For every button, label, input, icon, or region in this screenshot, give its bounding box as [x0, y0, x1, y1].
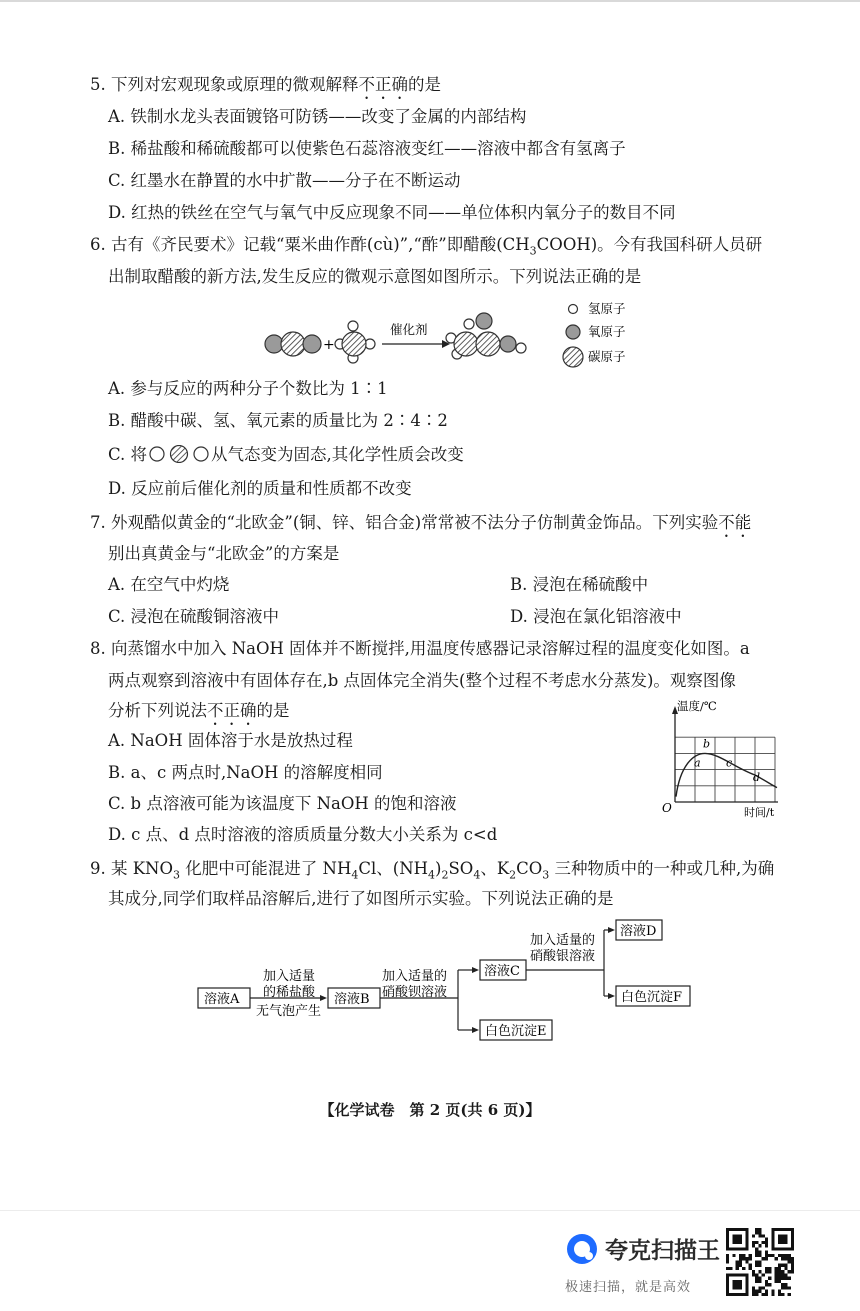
label-solution-d: 溶液D — [620, 924, 657, 939]
q9-text-5: SO — [448, 859, 474, 878]
point-label-c: c — [726, 756, 733, 770]
q9-stem-line1 — [90, 858, 774, 886]
legend-hydrogen: 氢原子 — [588, 301, 626, 316]
arrow-a-to-b-head — [320, 995, 327, 1001]
q6-stem-part1: 6. 古有《齐民要术》记载“粟米曲作酢(cù)”,“酢”即醋酸(CH — [90, 235, 530, 254]
q9-text-7: CO — [516, 859, 543, 878]
step1-label-line2: 的稀盐酸 — [263, 985, 316, 1000]
q7-option-a: A. 在空气中灼烧 — [108, 575, 230, 594]
q9-sub-3: 4 — [428, 868, 436, 882]
q5-option-c: C. 红墨水在静置的水中扩散——分子在不断运动 — [108, 171, 461, 190]
q5-stem — [90, 74, 441, 103]
arrow-to-f-head — [608, 993, 615, 999]
acetic-acid-molecule-icon — [446, 313, 526, 359]
step1-label-line1: 加入适量 — [263, 969, 316, 984]
co2-molecule-icon — [265, 332, 321, 356]
oxygen-atom-icon — [566, 325, 580, 339]
q5-stem-part2: 的是 — [408, 75, 441, 94]
q6-option-c-part2: 从气态变为固态,其化学性质会改变 — [211, 445, 464, 464]
label-solution-c: 溶液C — [484, 964, 520, 979]
q9-sub-6: 2 — [509, 868, 517, 882]
q7-stem-line1 — [90, 512, 751, 541]
watermark-separator — [0, 1210, 860, 1211]
q9-text-8: 三种物质中的一种或几种,为确 — [549, 859, 775, 878]
q7-option-b: B. 浸泡在稀硫酸中 — [510, 575, 649, 594]
y-axis-label: 温度/℃ — [677, 699, 717, 713]
arrow-to-c-head — [472, 967, 479, 973]
q9-sub-4: 2 — [441, 868, 449, 882]
q8-stem-line3 — [108, 700, 290, 729]
q8-stem-emphasis: 不正确 — [207, 701, 257, 720]
qr-code-icon — [726, 1228, 794, 1296]
quark-logo-icon — [565, 1232, 599, 1266]
step3-label-line1: 加入适量的 — [530, 933, 596, 948]
arrow-to-d-head — [608, 927, 615, 933]
q6-option-c — [108, 444, 464, 466]
label-solution-b: 溶液B — [334, 992, 370, 1007]
q5-option-b: B. 稀盐酸和稀硫酸都可以使紫色石蕊溶液变红——溶液中都含有氢离子 — [108, 139, 626, 158]
q5-option-d: D. 红热的铁丝在空气与氧气中反应现象不同——单位体积内氧分子的数目不同 — [108, 203, 676, 222]
q9-sub-5: 4 — [473, 868, 481, 882]
point-label-a: a — [694, 756, 701, 770]
q7-option-d: D. 浸泡在氯化铝溶液中 — [510, 607, 682, 626]
q6-stem-part2: COOH)。今有我国科研人员研 — [536, 235, 763, 254]
q5-stem-emphasis: 不正确 — [358, 75, 408, 94]
q7-option-c: C. 浸泡在硫酸铜溶液中 — [108, 607, 280, 626]
point-label-b: b — [703, 737, 711, 751]
page-footer: 【化学试卷 第 2 页(共 6 页)】 — [319, 1101, 541, 1119]
q6-legend — [563, 301, 626, 367]
q7-stem-part1: 7. 外观酷似黄金的“北欧金”(铜、锌、铝合金)常常被不法分子仿制黄金饰品。下列实验 — [90, 513, 719, 532]
q8-option-a: A. NaOH 固体溶于水是放热过程 — [108, 731, 353, 750]
q9-text-6: 、K — [480, 859, 510, 878]
plus-sign: + — [323, 337, 335, 353]
q6-stem-line1 — [90, 234, 762, 262]
q8-stem-line2: 两点观察到溶液中有固体存在,b 点固体完全消失(整个过程不考虑水分蒸发)。观察图像 — [108, 671, 736, 690]
hydrogen-atom-icon — [569, 305, 578, 314]
step1-label-bottom: 无气泡产生 — [256, 1004, 322, 1019]
origin-label: O — [662, 801, 672, 815]
q9-sub-1: 3 — [173, 868, 181, 882]
top-edge-line — [0, 0, 860, 2]
q6-option-b: B. 醋酸中碳、氢、氧元素的质量比为 2∶4∶2 — [108, 411, 448, 430]
q9-text-3: Cl、(NH — [358, 859, 429, 878]
arrow-to-e-head — [472, 1027, 479, 1033]
step2-label-line1: 加入适量的 — [382, 969, 448, 984]
q8-option-d: D. c 点、d 点时溶液的溶质质量分数大小关系为 c<d — [108, 825, 498, 844]
q9-sub-7: 3 — [542, 868, 550, 882]
point-label-d: d — [753, 771, 761, 784]
q7-stem-emphasis: 不能 — [718, 513, 752, 532]
q9-flowchart — [196, 918, 716, 1048]
temperature-time-chart — [660, 696, 784, 822]
step2-label-line2: 硝酸钡溶液 — [382, 985, 448, 1000]
brand-name: 夸克扫描王 — [605, 1238, 720, 1264]
q6-stem-line2: 出制取醋酸的新方法,发生反应的微观示意图如图所示。下列说法正确的是 — [108, 267, 642, 286]
q8-stem-line1: 8. 向蒸馏水中加入 NaOH 固体并不断搅拌,用温度传感器记录溶解过程的温度变化如图。a — [90, 639, 750, 658]
q9-stem-line2: 其成分,同学们取样品溶解后,进行了如图所示实验。下列说法正确的是 — [108, 889, 614, 908]
ch4-molecule-icon — [335, 321, 375, 363]
q6-reaction-diagram — [250, 294, 670, 378]
q7-stem-line2: 别出真黄金与“北欧金”的方案是 — [108, 544, 340, 563]
q5-stem-part1: 5. 下列对宏观现象或原理的微观解释 — [90, 75, 359, 94]
q6-option-a: A. 参与反应的两种分子个数比为 1∶1 — [108, 379, 388, 398]
q6-option-d: D. 反应前后催化剂的质量和性质都不改变 — [108, 479, 412, 498]
legend-carbon: 碳原子 — [588, 349, 626, 364]
label-precipitate-e: 白色沉淀E — [485, 1024, 547, 1039]
q9-sub-2: 4 — [351, 868, 359, 882]
label-precipitate-f: 白色沉淀F — [621, 990, 683, 1005]
q6-subscript: 3 — [529, 244, 537, 258]
x-axis-label: 时间/t — [744, 806, 775, 819]
q8-option-c: C. b 点溶液可能为该温度下 NaOH 的饱和溶液 — [108, 794, 457, 813]
q9-text-1: 9. 某 KNO — [90, 859, 174, 878]
q6-option-c-part1: C. 将 — [108, 445, 148, 464]
chart-grid — [675, 737, 775, 802]
q9-text-4: ) — [435, 859, 442, 878]
q8-stem-part1: 分析下列说法 — [108, 701, 207, 720]
label-solution-a: 溶液A — [204, 992, 240, 1007]
brand-slogan: 极速扫描，就是高效 — [565, 1280, 692, 1295]
q9-text-2: 化肥中可能混进了 NH — [180, 859, 352, 878]
carbon-atom-icon — [563, 347, 583, 367]
q8-stem-part2: 的是 — [256, 701, 290, 720]
co2-inline-icon — [148, 445, 210, 463]
q5-option-a: A. 铁制水龙头表面镀铬可防锈——改变了金属的内部结构 — [108, 107, 527, 126]
q8-option-b: B. a、c 两点时,NaOH 的溶解度相同 — [108, 763, 383, 782]
catalyst-label: 催化剂 — [390, 322, 428, 337]
step3-label-line2: 硝酸银溶液 — [530, 949, 596, 964]
legend-oxygen: 氧原子 — [588, 324, 626, 339]
